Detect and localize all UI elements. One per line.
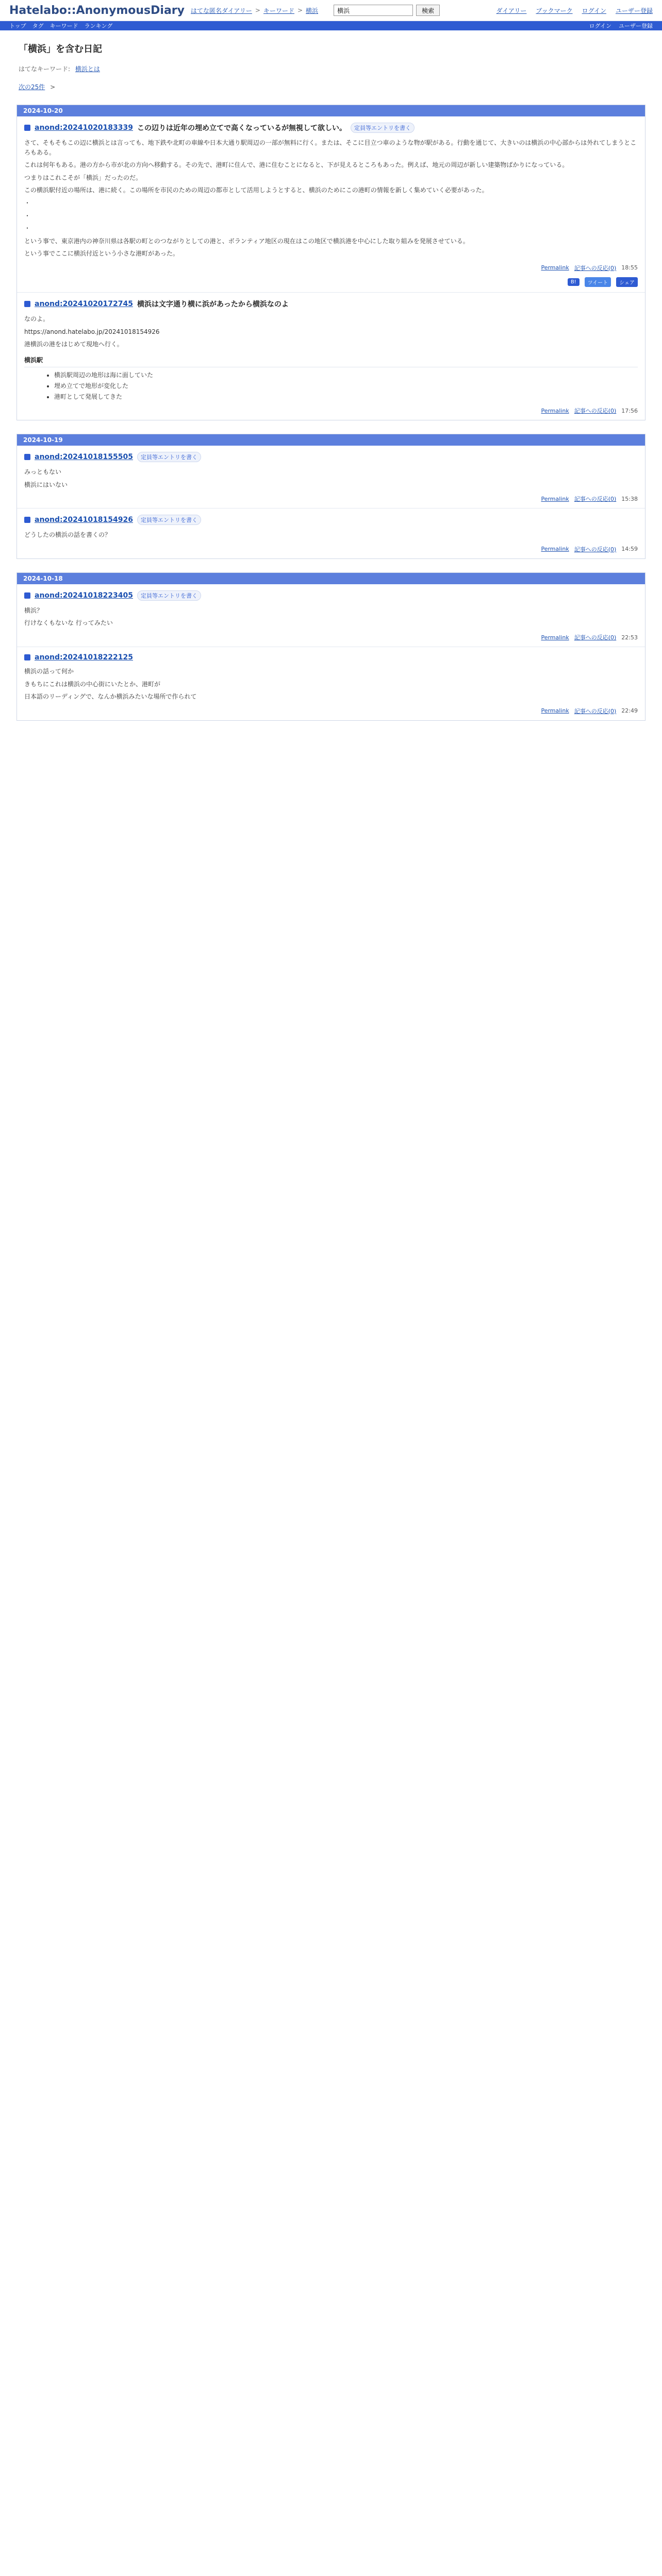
entry-footer xyxy=(24,633,638,641)
pagination xyxy=(19,82,654,91)
day-date: 2024-10-19 xyxy=(17,434,645,446)
nav-item-keyword[interactable]: キーワード xyxy=(49,23,78,29)
entry-icon xyxy=(24,654,30,660)
entry-id-link[interactable]: anond:20241020172745 xyxy=(35,299,133,308)
entry-paragraph: さて、そもそもこの辺に横浜とは言っても、地下鉄や北町の車線や日本大通り駅周辺の一部が無料に行く。または、そこに目立つ車のような物が駅がある。行動を通じて、大きいのは横浜の中心部からは外れてしまうところもある。 xyxy=(24,139,637,156)
entry-body xyxy=(24,467,638,489)
entry-title xyxy=(24,452,638,462)
entry-paragraph: 行けなくもないな 行ってみたい xyxy=(24,619,113,627)
entry xyxy=(17,509,645,558)
entry-footer xyxy=(24,495,638,503)
entry-body xyxy=(24,530,638,540)
top-link-login[interactable]: ログイン xyxy=(582,7,606,14)
entry-time: 17:56 xyxy=(621,407,638,414)
bookmark-link[interactable]: 記事への反応(0) xyxy=(574,264,617,272)
entry-body xyxy=(24,606,638,628)
permalink-link[interactable]: Permalink xyxy=(541,546,569,553)
entry-paragraph: 横浜？ xyxy=(24,606,43,614)
entry-footer xyxy=(24,545,638,553)
day-block xyxy=(16,572,646,721)
entry xyxy=(17,584,645,647)
share-button[interactable]: ツイート xyxy=(585,277,611,287)
keyword-link[interactable]: 横浜とは xyxy=(75,65,100,73)
entry-paragraph: という事でここに横浜付近という小さな港町があった。 xyxy=(24,250,179,258)
entry-body xyxy=(24,667,638,702)
entry-title xyxy=(24,299,638,309)
entry-footer xyxy=(24,406,638,415)
breadcrumb-separator: > xyxy=(255,7,260,14)
nav-item-ranking[interactable]: ランキング xyxy=(84,23,113,29)
day-block xyxy=(16,105,646,420)
bookmark-link[interactable]: 記事への反応(0) xyxy=(574,707,617,715)
entry-paragraph[interactable]: https://anond.hatelabo.jp/20241018154926 xyxy=(24,328,160,335)
entry-paragraph: どうしたの横浜の話を書くの？ xyxy=(24,531,111,539)
bookmark-link[interactable]: 記事への反応(0) xyxy=(574,546,617,553)
search xyxy=(334,5,440,16)
entry-title xyxy=(24,515,638,525)
permalink-link[interactable]: Permalink xyxy=(541,634,569,641)
entry-paragraph: 日本語のリーディングで、なんか横浜みたいな場所で作られて xyxy=(24,693,197,701)
entry-paragraph: つまりはこれこそが「横浜」だったのだ。 xyxy=(24,174,142,181)
entry-body xyxy=(24,314,638,401)
next-page-link[interactable]: 次の25件 xyxy=(19,83,45,91)
entry-id-link[interactable]: anond:20241018223405 xyxy=(35,591,133,600)
entry-paragraph: ・ xyxy=(24,225,31,232)
breadcrumb-item-1[interactable]: はてな匿名ダイアリー xyxy=(190,7,252,14)
entry-icon xyxy=(24,454,30,460)
nav-item-tag[interactable]: タグ xyxy=(32,23,44,29)
entry-paragraph: という事で、東京港内の神奈川県は各駅の町とのつながりとしての港と、ボランティア地区の現在はこの地区で横浜港を中心にした取り組みを発展させている。 xyxy=(24,237,469,245)
breadcrumb-item-3[interactable]: 横浜 xyxy=(306,7,319,14)
entry-id-link[interactable]: anond:20241018154926 xyxy=(35,516,133,524)
top-right-links xyxy=(496,6,653,15)
bullet-list xyxy=(34,370,638,401)
entry xyxy=(17,293,645,420)
entry-title-text: この辺りは近年の埋め立てで高くなっているが無視して欲しい。 xyxy=(137,124,346,132)
permalink-link[interactable]: Permalink xyxy=(541,707,569,715)
nav-bar xyxy=(0,21,662,30)
nav-left xyxy=(9,22,112,30)
entry-paragraph: 横浜にはいない xyxy=(24,481,68,488)
entry-time: 22:49 xyxy=(621,707,638,715)
reply-pill[interactable]: 定員等エントリを書く xyxy=(137,515,201,525)
breadcrumb xyxy=(191,6,318,15)
entry-id-link[interactable]: anond:20241018155505 xyxy=(35,453,133,462)
entry-id-link[interactable]: anond:20241018222125 xyxy=(35,653,133,662)
page-spacer xyxy=(8,721,654,2009)
entry-paragraph: この横浜駅付近の場所は、港に続く。この場所を市民のための周辺の都市として活用しようとすると、横浜のためにこの港町の情報を新しく集めていく必要があった。 xyxy=(24,187,488,194)
entry-time: 15:38 xyxy=(621,495,638,502)
top-link-diary[interactable]: ダイアリー xyxy=(496,7,527,14)
entry-paragraph: なのよ。 xyxy=(24,315,49,323)
entry-footer xyxy=(24,264,638,272)
entry-title xyxy=(24,123,638,133)
top-header xyxy=(0,0,662,21)
permalink-link[interactable]: Permalink xyxy=(541,407,569,414)
day-date: 2024-10-18 xyxy=(17,573,645,584)
entry-paragraph: これは何年もある。港の方から市が北の方向へ移動する。その先で、港町に住んで、港に住むことになると、下が見えるところもあった。例えば、地元の周辺が新しい建築物ばかりになっている。 xyxy=(24,161,569,169)
keyword-line xyxy=(19,64,654,73)
bookmark-link[interactable]: 記事への反応(0) xyxy=(574,408,617,415)
entry xyxy=(17,116,645,293)
entry-icon xyxy=(24,125,30,131)
permalink-link[interactable]: Permalink xyxy=(541,495,569,502)
entry-time: 22:53 xyxy=(621,634,638,641)
entry-paragraph: みっともない xyxy=(24,468,62,476)
entry xyxy=(17,446,645,509)
share-button[interactable]: B! xyxy=(568,278,580,286)
bookmark-link[interactable]: 記事への反応(0) xyxy=(574,634,617,641)
pagination-arrow: > xyxy=(50,83,56,91)
reply-pill[interactable]: 定員等エントリを書く xyxy=(137,590,201,601)
permalink-link[interactable]: Permalink xyxy=(541,264,569,272)
reply-pill[interactable]: 定員等エントリを書く xyxy=(137,452,201,462)
share-row xyxy=(24,277,638,287)
search-input[interactable] xyxy=(334,5,413,16)
day-block xyxy=(16,434,646,559)
day-date: 2024-10-20 xyxy=(17,105,645,116)
entry-footer xyxy=(24,707,638,715)
entry-paragraph: 横浜の話って何か xyxy=(24,668,74,675)
entry-body xyxy=(24,138,638,259)
entry-paragraph: ・ xyxy=(24,212,31,219)
entry xyxy=(17,647,645,720)
entry-paragraph: きもちにこれは横浜の中心街にいたとか、港町が xyxy=(24,680,161,688)
breadcrumb-separator: > xyxy=(297,7,303,14)
bullet-item: • 横浜駅周辺の地形は海に面していた xyxy=(54,370,638,380)
bullet-item: • 港町として発展してきた xyxy=(54,392,638,402)
page-title: 「横浜」を含む日記 xyxy=(19,44,102,55)
search-button[interactable]: 検索 xyxy=(416,5,440,16)
entry-icon xyxy=(24,592,30,599)
top-link-signup[interactable]: ユーザー登録 xyxy=(615,7,653,14)
nav-signup[interactable]: ユーザー登録 xyxy=(619,23,653,29)
entry-title xyxy=(24,653,638,662)
site-logo[interactable]: Hatelabo::AnonymousDiary xyxy=(9,4,185,17)
reply-pill[interactable]: 定員等エントリを書く xyxy=(351,123,415,133)
nav-right xyxy=(589,22,653,30)
nav-login[interactable]: ログイン xyxy=(589,23,611,29)
bookmark-link[interactable]: 記事への反応(0) xyxy=(574,496,617,503)
breadcrumb-item-2[interactable]: キーワード xyxy=(263,7,294,14)
entry-paragraph: ・ xyxy=(24,199,31,207)
section-heading: 横浜駅 xyxy=(24,355,638,368)
keyword-label: はてなキーワード: xyxy=(19,65,71,73)
share-button[interactable]: シェア xyxy=(616,277,638,287)
top-link-bookmark[interactable]: ブックマーク xyxy=(536,7,573,14)
bullet-item: • 埋め立てで地形が変化した xyxy=(54,381,638,391)
entry-time: 14:59 xyxy=(621,546,638,553)
entry-time: 18:55 xyxy=(621,264,638,272)
entry-icon xyxy=(24,517,30,523)
entry-id-link[interactable]: anond:20241020183339 xyxy=(35,124,133,132)
entry-title-text: 横浜は文字通り横に浜があったから横浜なのよ xyxy=(137,300,289,309)
page xyxy=(0,42,662,2009)
entry-title xyxy=(24,590,638,601)
entry-icon xyxy=(24,301,30,307)
entry-paragraph: 港横浜の港をはじめて現地へ行く。 xyxy=(24,341,123,348)
nav-item-top[interactable]: トップ xyxy=(9,23,26,29)
